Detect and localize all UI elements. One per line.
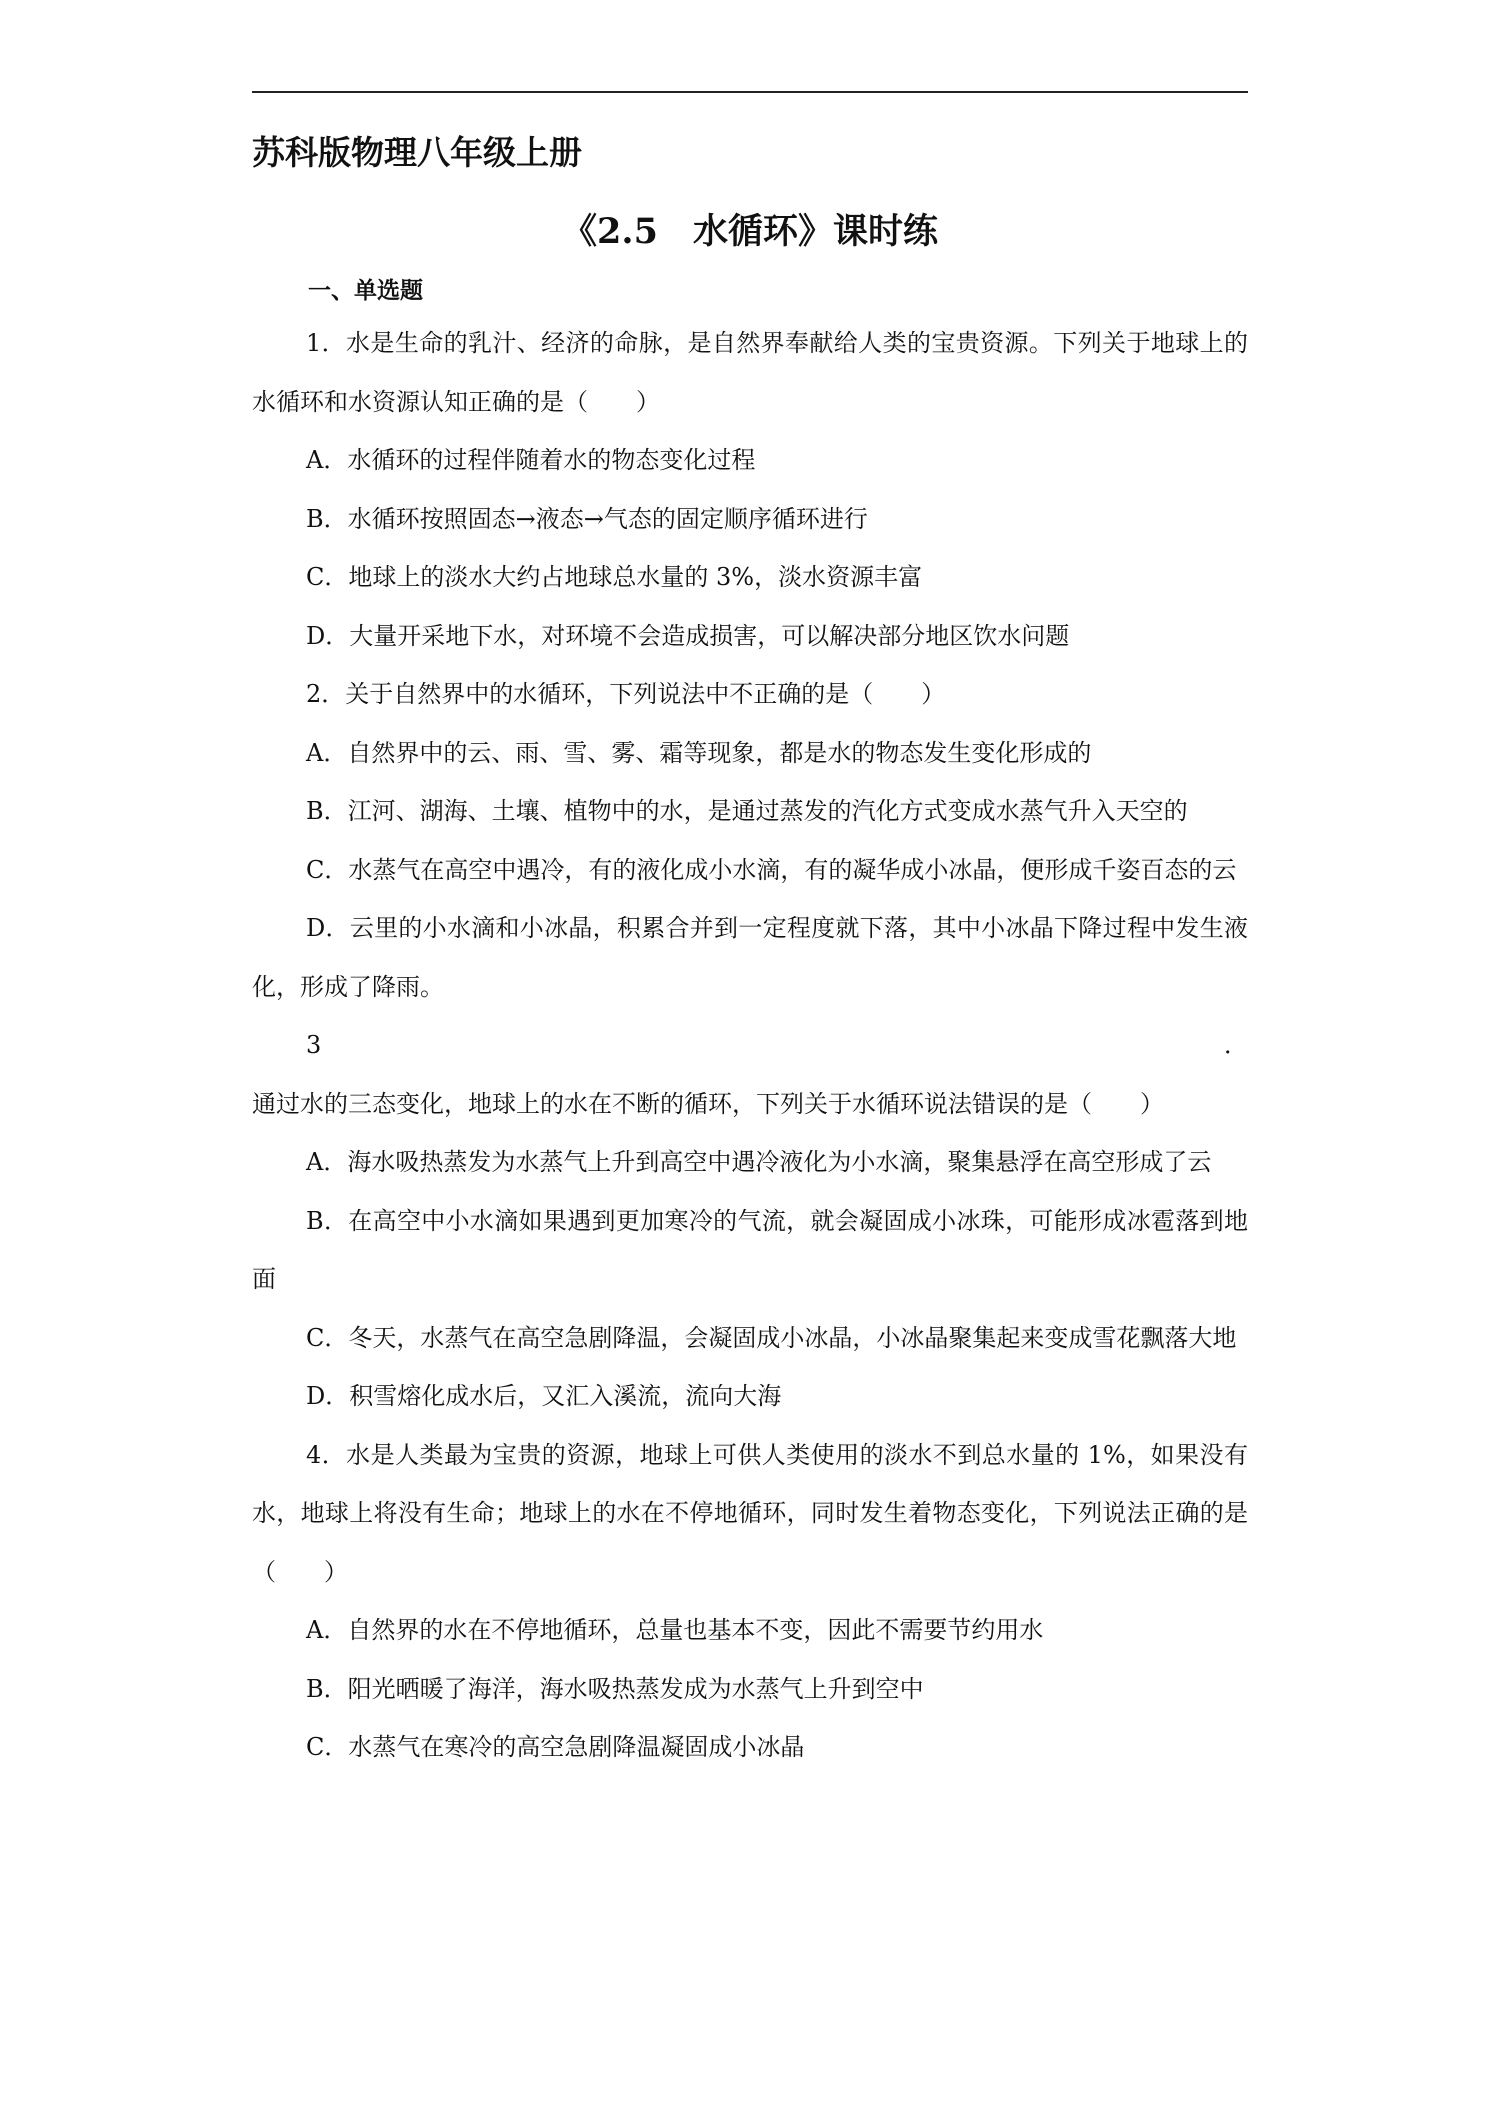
section-heading: 一、单选题 [308, 277, 423, 304]
option-letter: C． [306, 855, 349, 884]
option-text: 阳光晒暖了海洋，海水吸热蒸发成为水蒸气上升到空中 [347, 1674, 924, 1703]
question-text: 通过水的三态变化，地球上的水在不断的循环，下列关于水循环说法错误的是（ ） [252, 1089, 1164, 1118]
question-2-option-a [252, 724, 1248, 783]
question-2-option-b [252, 782, 1248, 841]
option-letter: B． [306, 1674, 348, 1703]
question-3-stem [252, 1016, 1248, 1133]
exercise-content [252, 268, 1248, 1777]
option-text: 水循环按照固态→液态→气态的固定顺序循环进行 [347, 504, 868, 533]
question-text: 水是人类最为宝贵的资源，地球上可供人类使用的淡水不到总水量的 1%，如果没有水，地球上将没有生命；地球上的水在不停地循环，同时发生着物态变化，下列说法正确的是（ ） [252, 1440, 1248, 1586]
question-text: 水是生命的乳汁、经济的命脉，是自然界奉献给人类的宝贵资源。下列关于地球上的水循环和水资源认知正确的是（ ） [252, 329, 1248, 416]
question-1-option-c [252, 548, 1248, 607]
question-3-option-c [252, 1309, 1248, 1368]
option-text: 水蒸气在高空中遇冷，有的液化成小水滴，有的凝华成小冰晶，便形成千姿百态的云 [348, 855, 1237, 884]
question-number: 4． [306, 1440, 347, 1469]
option-letter: B． [306, 797, 348, 825]
option-letter: D． [306, 1382, 350, 1410]
option-letter: B． [306, 504, 348, 533]
question-1-stem [252, 314, 1248, 431]
option-text: 冬天，水蒸气在高空急剧降温，会凝固成小冰晶，小冰晶聚集起来变成雪花飘落大地 [348, 1323, 1237, 1352]
question-4-option-a [252, 1601, 1248, 1660]
option-letter: A． [306, 738, 348, 767]
question-number: 2． [306, 680, 346, 708]
option-text: 水循环的过程伴随着水的物态变化过程 [347, 446, 756, 474]
option-letter: C． [306, 563, 349, 591]
question-2-option-d [252, 899, 1248, 1016]
option-text: 积雪熔化成水后，又汇入溪流，流向大海 [349, 1382, 782, 1410]
option-text: 自然界中的云、雨、雪、雾、霜等现象，都是水的物态发生变化形成的 [347, 738, 1092, 767]
option-letter: A． [306, 1616, 348, 1644]
question-1-option-a [252, 431, 1248, 490]
question-text: 关于自然界中的水循环，下列说法中不正确的是（ ） [345, 680, 946, 708]
document-header: 苏科版物理八年级上册 [252, 133, 582, 172]
option-letter: B． [306, 1206, 349, 1235]
question-1-option-b [252, 490, 1248, 549]
option-letter: D． [306, 621, 350, 650]
header-rule [252, 91, 1248, 93]
option-text: 水蒸气在寒冷的高空急剧降温凝固成小冰晶 [348, 1733, 805, 1761]
question-3-option-d [252, 1367, 1248, 1426]
option-letter: C． [306, 1733, 349, 1761]
option-text: 大量开采地下水，对环境不会造成损害，可以解决部分地区饮水问题 [349, 621, 1070, 650]
option-letter: A． [306, 1148, 348, 1176]
question-3-option-a [252, 1133, 1248, 1192]
document-title: 《2.5 水循环》课时练 [562, 211, 938, 252]
question-4-option-b [252, 1660, 1248, 1719]
option-text: 地球上的淡水大约占地球总水量的 3%，淡水资源丰富 [348, 563, 923, 591]
question-4-option-c [252, 1718, 1248, 1777]
option-text: 江河、湖海、土壤、植物中的水，是通过蒸发的汽化方式变成水蒸气升入天空的 [347, 797, 1188, 825]
question-3-option-b [252, 1192, 1248, 1309]
question-number: 3． [306, 1031, 1248, 1059]
option-text: 自然界的水在不停地循环，总量也基本不变，因此不需要节约用水 [347, 1616, 1044, 1644]
question-2-option-c [252, 841, 1248, 900]
question-2-stem [252, 665, 1248, 724]
option-text: 在高空中小水滴如果遇到更加寒冷的气流，就会凝固成小冰珠，可能形成冰雹落到地面 [252, 1206, 1249, 1293]
option-letter: D． [306, 914, 350, 942]
option-letter: C． [306, 1323, 349, 1352]
document-page [252, 0, 1248, 2104]
question-1-option-d [252, 607, 1248, 666]
option-text: 云里的小水滴和小冰晶，积累合并到一定程度就下落，其中小冰晶下降过程中发生液化，形成了降雨。 [252, 914, 1248, 1001]
option-text: 海水吸热蒸发为水蒸气上升到高空中遇冷液化为小水滴，聚集悬浮在高空形成了云 [347, 1148, 1212, 1176]
question-number: 1． [306, 329, 347, 357]
question-4-stem [252, 1426, 1248, 1602]
option-letter: A． [306, 446, 348, 474]
